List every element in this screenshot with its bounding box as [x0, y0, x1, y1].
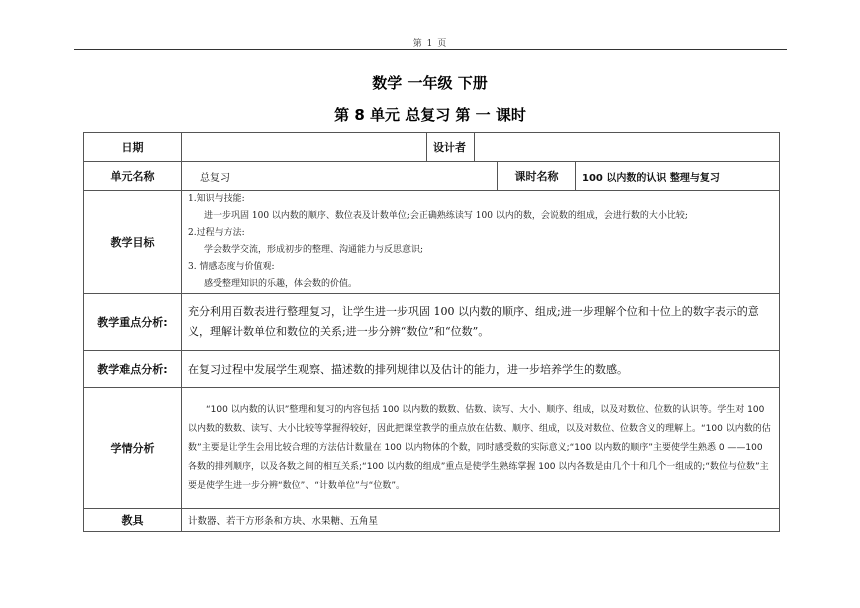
page-number-header: 第 1 页 [412, 39, 448, 49]
goal-heading-knowledge: 1.知识与技能: [188, 194, 245, 204]
goals-content [182, 191, 780, 294]
tools-label: 教具 [84, 509, 182, 532]
designer-label: 设计者 [427, 133, 475, 162]
goal-heading-attitude: 3. 情感态度与价值观: [188, 262, 275, 272]
date-value [182, 133, 427, 162]
analysis-label: 学情分析 [84, 388, 182, 509]
date-label: 日期 [84, 133, 182, 162]
focus-label: 教学重点分析: [84, 294, 182, 351]
goal-item-process: 学会数学交流，形成初步的整理、沟通能力与反思意识; [204, 245, 424, 255]
goals-label: 教学目标 [84, 191, 182, 294]
document-title: 数学 一年级 下册 [372, 74, 488, 92]
tools-row [84, 509, 780, 532]
difficulty-text: 在复习过程中发展学生观察、描述数的排列规律以及估计的能力，进一步培养学生的数感。 [182, 351, 780, 388]
lesson-value: 100 以内数的认识 整理与复习 [576, 162, 780, 191]
focus-text: 充分利用百数表进行整理复习，让学生进一步巩固 100 以内数的顺序、组成;进一步理解个位和十位上的数字表示的意义，理解计数单位和数位的关系;进一步分辨“数位”和“位数”。 [182, 294, 780, 351]
goals-row [84, 191, 780, 294]
header-rule [74, 49, 787, 50]
date-row [84, 133, 780, 162]
analysis-text: “100 以内数的认识”整理和复习的内容包括 100 以内数的数数、估数、读写、大小、顺序、组成，以及对数位、位数的认识等。学生对 100 以内数的数数、读写、大小比较等掌握得较好，因此把课堂教学的重点放在估数、顺序、组成，以及对数位、位数含义的理解上。“100 以内数的估数”主要是让学生会用比较合理的方法估计数量在 100 以内物体的个数，同时感受数的实际意义;“100 以内数的顺序”主要使学生熟悉 0 ——100 各数的排列顺序，以及各数之间的相互关系;“100 以内数的组成”重点是使学生熟练掌握 100 以内各数是由几个十和几个一组成的;“数位与位数”主要是使学生进一步分辨“数位”、“计数单位”与“位数”。 [182, 388, 780, 509]
focus-row [84, 294, 780, 351]
goal-item-knowledge: 进一步巩固 100 以内数的顺序、数位表及计数单位;会正确熟练读写 100 以内的数，会说数的组成，会进行数的大小比较; [204, 211, 688, 221]
goal-heading-process: 2.过程与方法: [188, 228, 245, 238]
unit-row [84, 162, 780, 191]
analysis-row [84, 388, 780, 509]
lesson-label: 课时名称 [498, 162, 576, 191]
difficulty-label: 教学难点分析: [84, 351, 182, 388]
goal-item-attitude: 感受整理知识的乐趣，体会数的价值。 [204, 279, 358, 289]
tools-text: 计数器、若干方形条和方块、水果糖、五角星 [182, 509, 780, 532]
designer-value [475, 133, 780, 162]
lesson-plan-table [83, 132, 780, 532]
unit-label: 单元名称 [84, 162, 182, 191]
lesson-subtitle: 第 8 单元 总复习 第 一 课时 [334, 106, 526, 124]
unit-value: 总复习 [182, 162, 498, 191]
difficulty-row [84, 351, 780, 388]
